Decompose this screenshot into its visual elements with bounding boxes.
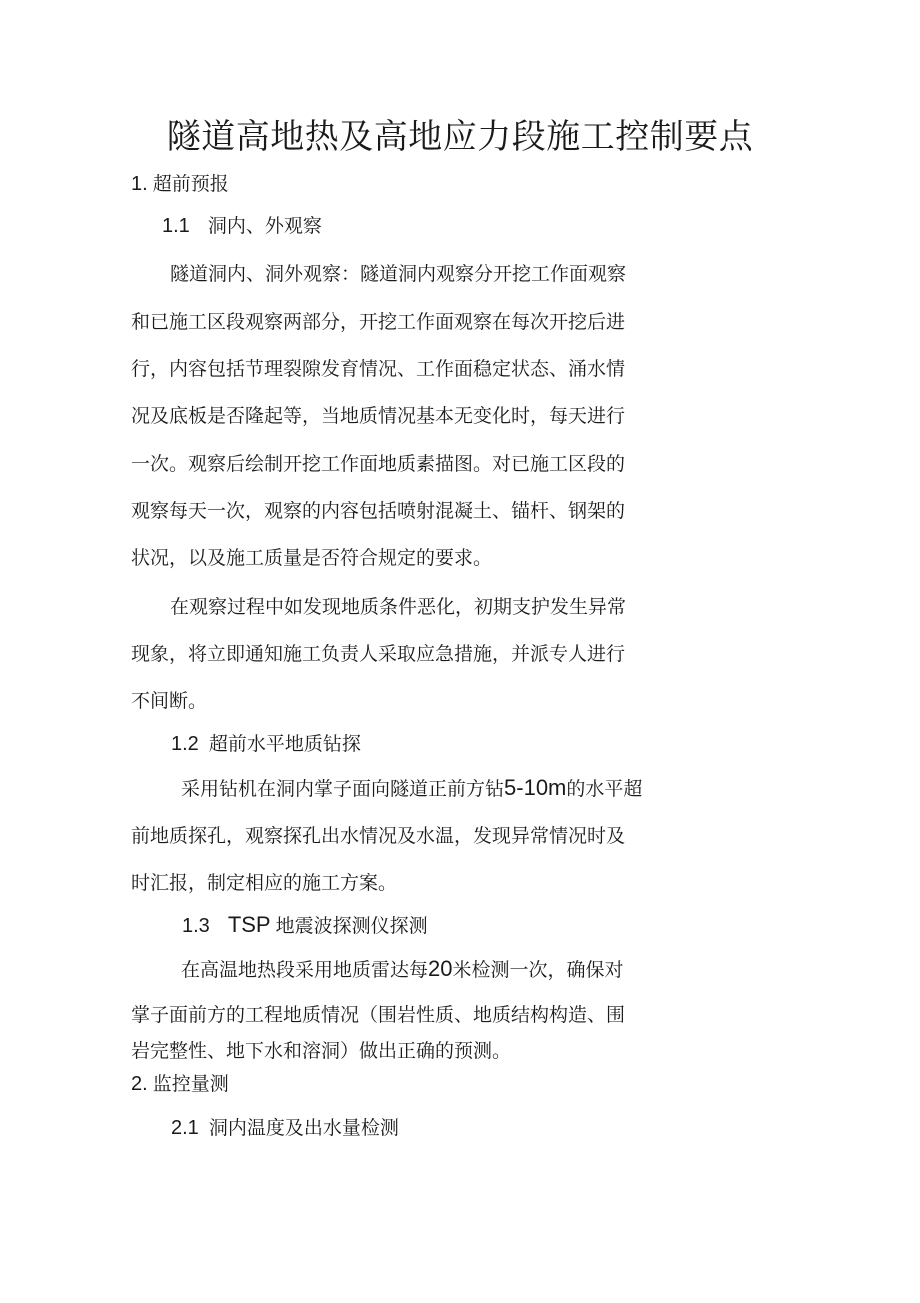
document-title: 隧道高地热及高地应力段施工控制要点 [166,117,754,157]
paragraph-line: 状况，以及施工质量是否符合规定的要求。 [131,547,493,569]
paragraph-line: 在观察过程中如发现地质条件恶化，初期支护发生异常 [170,596,627,618]
section-number: 1. [131,173,148,195]
paragraph-line: 观察每天一次，观察的内容包括喷射混凝土、锚杆、钢架的 [131,500,626,522]
section-title: 超前预报 [152,173,229,195]
text-run: 在高温地热段采用地质雷达每 [181,959,429,981]
paragraph-line: 现象，将立即通知施工负责人采取应急措施，并派专人进行 [131,643,626,665]
paragraph-line: 掌子面前方的工程地质情况（围岩性质、地质结构构造、围 [131,1004,626,1026]
subsection-number: 2.1 [171,1117,199,1139]
paragraph-line: 岩完整性、地下水和溶洞）做出正确的预测。 [131,1040,512,1062]
subsection-title: 超前水平地质钻探 [208,733,361,755]
subsection-number: 1.2 [171,733,199,755]
subsection-title: 地震波探测仪探测 [275,915,428,937]
section-2-heading [131,1070,229,1098]
section-title: 监控量测 [152,1073,229,1095]
text-run: 米检测一次，确保对 [452,959,624,981]
text-run: 的水平超 [566,778,643,800]
paragraph-line: 一次。观察后绘制开挖工作面地质素描图。对已施工区段的 [131,453,626,475]
paragraph-line: 行，内容包括节理裂隙发育情况、工作面稳定状态、涌水情 [131,358,626,380]
section-number: 2. [131,1073,148,1095]
subsection-code: TSP [227,912,271,937]
text-run: 采用钻机在洞内掌子面向隧道正前方钻 [181,778,505,800]
paragraph-line: 和已施工区段观察两部分，开挖工作面观察在每次开挖后进 [131,311,626,333]
subsection-2-1-heading [171,1114,399,1142]
subsection-title: 洞内温度及出水量检测 [208,1117,399,1139]
subsection-1-2-heading [171,730,361,758]
paragraph-line: 不间断。 [131,690,208,712]
paragraph-line: 隧道洞内、洞外观察：隧道洞内观察分开挖工作面观察 [170,263,627,285]
paragraph-line: 况及底板是否隆起等，当地质情况基本无变化时，每天进行 [131,405,626,427]
subsection-1-1-heading [162,212,322,240]
paragraph-line: 时汇报，制定相应的施工方案。 [131,872,398,894]
paragraph-line: 前地质探孔，观察探孔出水情况及水温，发现异常情况时及 [131,825,626,847]
section-1-heading [131,170,229,198]
numeric-run: 5-10m [504,775,567,800]
paragraph-line [181,774,642,803]
paragraph-line [181,955,624,984]
subsection-title: 洞内、外观察 [207,215,322,237]
subsection-number: 1.3 [182,915,210,937]
subsection-1-3-heading [182,911,428,940]
numeric-run: 20 [428,956,453,981]
subsection-number: 1.1 [162,215,190,237]
